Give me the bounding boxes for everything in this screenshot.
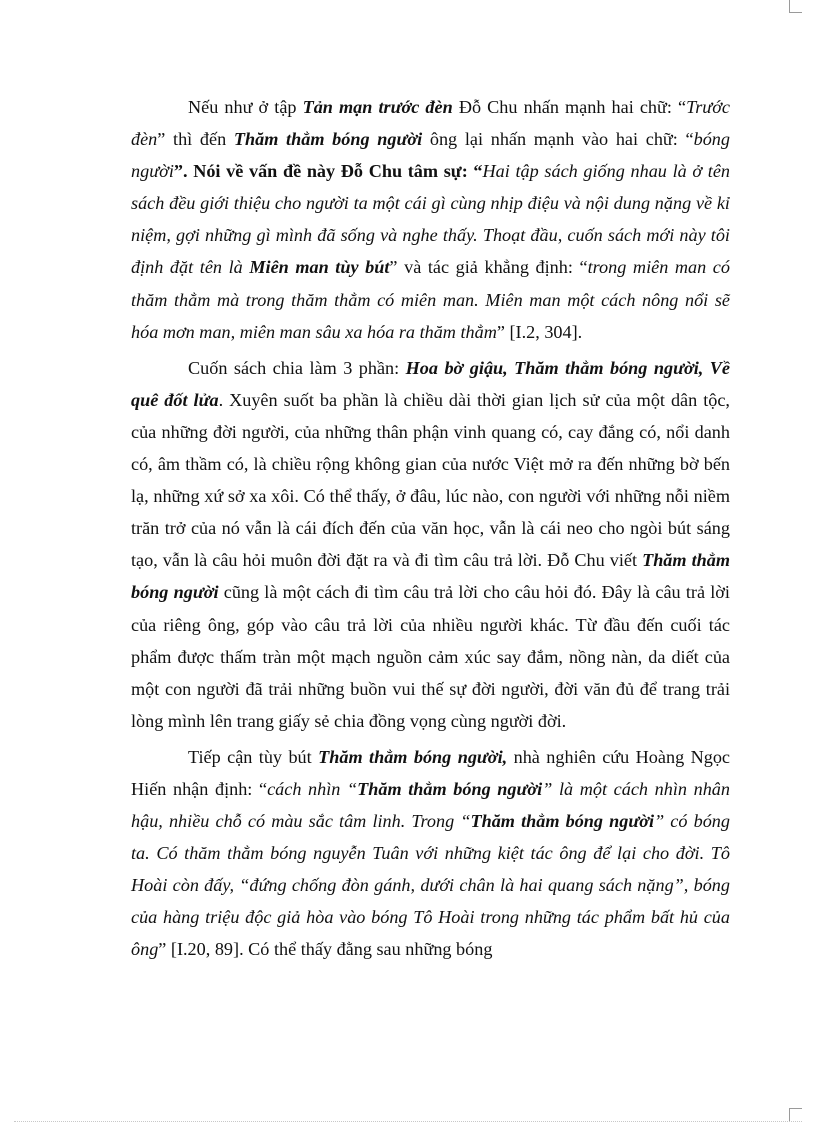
text-run: nhà nghiên cứu Hoàng Ngọc Hiến nhận định: “: [131, 746, 730, 799]
paragraph-2: [131, 352, 730, 737]
paragraph-3: [131, 741, 730, 966]
text-run: ông lại nhấn mạnh vào hai chữ: “: [422, 129, 694, 150]
quotation: Hai tập sách giống nhau là ở tên sách đều giới thiệu cho người ta một cái gì cùng nhịp điệu và nội dung nặng về kỉ niệm, gợi những gì mình đã sống và nghe thấy. Thoạt đầu, cuốn sách mới này tôi định đặt tên là: [131, 161, 730, 278]
book-title: Thăm thẳm bóng người: [131, 550, 730, 603]
text-run: cũng là một cách đi tìm câu trả lời cho câu hỏi đó. Đây là câu trả lời của riêng ông, góp vào câu trả lời của nhiều người khác. Từ đầu đến cuối tác phẩm được thấm tràn một mạch nguồn cảm xúc say đắm, nồng nàn, da diết của một con người đã trải những buồn vui thế sự đời người, đời văn đủ để trang trải lòng mình lên trang giấy sẻ chia đồng vọng cùng người đời.: [131, 582, 730, 731]
quotation: trong miên man có thăm thẳm mà trong thăm thẳm có miên man. Miên man một cách nông nổi sẽ hóa mơn man, miên man sâu xa hóa ra thăm thẳm: [131, 257, 730, 342]
book-title: Thăm thẳm bóng người: [357, 778, 543, 799]
italic-phrase: bóng người: [131, 129, 730, 182]
book-title: Tản mạn trước đèn: [302, 97, 453, 117]
paragraph-1: [131, 91, 730, 348]
quotation: ” có bóng ta. Có thăm thẳm bóng nguyễn Tuân với những kiệt tác ông để lại cho đời. Tô Hoài còn đấy, “đứng chống đòn gánh, dưới chân là hai quang sách nặng”, bóng của hàng triệu độc giả hòa vào bóng Tô Hoài trong những tác phẩm bất hủ của ông: [131, 811, 730, 960]
document-body: [131, 91, 730, 966]
text-run: ” và tác giả khẳng định: “: [389, 257, 588, 278]
page-corner-mark-bottom: [789, 1108, 802, 1121]
quotation: ” là một cách nhìn nhân hậu, nhiều chỗ có màu sắc tâm linh. Trong “: [131, 778, 730, 832]
book-title: Thăm thẳm bóng người: [233, 129, 423, 150]
quotation: cách nhìn “: [267, 778, 358, 799]
text-run: Đỗ Chu nhấn mạnh hai chữ: “: [452, 97, 687, 117]
text-run: Cuốn sách chia làm 3 phần:: [188, 357, 406, 378]
text-run: Nếu như ở tập: [188, 97, 303, 117]
book-parts: Hoa bờ giậu, Thăm thẳm bóng người, Về quê đốt lửa: [131, 357, 731, 410]
citation: ” [I.2, 304].: [496, 321, 583, 342]
text-run: ” thì đến: [157, 129, 234, 150]
text-run: . Xuyên suốt ba phần là chiều dài thời gian lịch sử của một dân tộc, của những đời người, của những thân phận vinh quang có, cay đắng có, nổi danh có, âm thầm có, là chiều rộng không gian của nước Việt mở ra đến những bờ bến lạ, những xứ sở xa xôi. Có thể thấy, ở đâu, lúc nào, con người với những nỗi niềm trăn trở của nó vẫn là cái đích đến của văn học, vẫn là cái neo cho ngòi bút sáng tạo, vẫn là câu hỏi muôn đời đặt ra và đi tìm câu trả lời. Đỗ Chu viết: [131, 389, 730, 571]
book-title: Miên man tùy bút: [249, 257, 390, 278]
page-bottom-edge: [14, 1121, 802, 1122]
page-corner-mark-top: [789, 0, 802, 13]
book-title: Thăm thẳm bóng người: [470, 811, 655, 832]
italic-phrase: Trước đèn: [131, 97, 730, 150]
book-title: Thăm thẳm bóng người,: [318, 746, 508, 767]
text-run: Tiếp cận tùy bút: [188, 746, 319, 767]
citation: ” [I.20, 89]. Có thể thấy đằng sau những bóng: [158, 939, 493, 960]
text-run: ”. Nói về vấn đề này Đỗ Chu tâm sự: “: [173, 161, 483, 182]
